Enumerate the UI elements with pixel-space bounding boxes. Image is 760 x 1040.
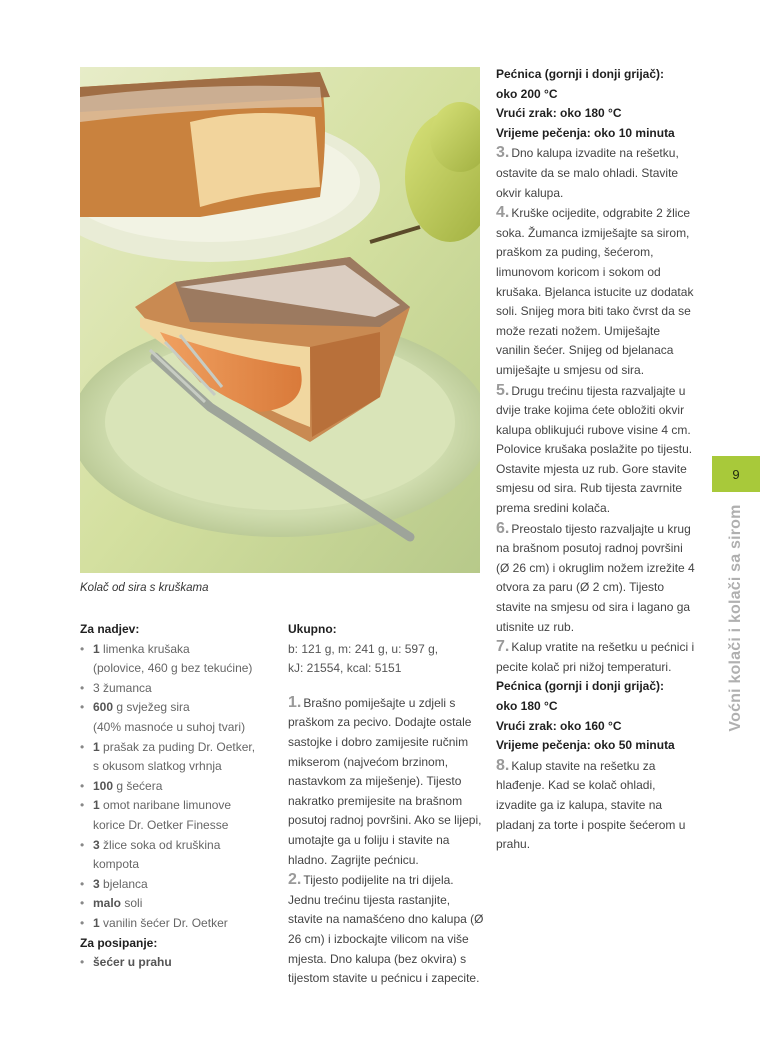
- ingredient-item-continued: s okusom slatkog vrhnja: [93, 759, 222, 774]
- ingredient-item: • 1 limenka krušaka: [80, 640, 270, 660]
- step-7: 7. Kalup vratite na rešetku u pećnici i pecite kolač pri nižoj temperaturi.: [496, 638, 695, 674]
- oven-setting-1-line-2: oko 200 °C: [496, 86, 558, 101]
- step-2: 2. Tijesto podijelite na tri dijela. Jednu trećinu tijesta rastanjite, stavite na namašćeno dno kalupa (Ø 26 cm) i izbockajte vilicom na više mjesta. Dno kalupa (bez okvira) s tijestom stavite u pećnicu i zapecite.: [288, 871, 484, 986]
- ingredient-item: • 3 bjelanca: [80, 875, 270, 895]
- ingredient-item: • 1 omot naribane limunove: [80, 796, 270, 816]
- ingredient-item: • 3 žumanca: [80, 679, 270, 699]
- step-4: 4. Kruške ocijedite, odgrabite 2 žlice soka. Žumanca izmiješajte sa sirom, praškom za puding, šećerom, limunovom koricom i sokom od krušaka. Bjelanca istucite uz dodatak soli. Snijeg mora biti tako čvrst da se može rezati nožem. Umiješajte vanilin šećer. Snijeg od bjelanaca umiješajte u smjesu od sira.: [496, 204, 694, 377]
- ingredient-item: • 1 vanilin šećer Dr. Oetker: [80, 914, 270, 934]
- instructions-column-1: [288, 620, 484, 989]
- topping-item: • šećer u prahu: [80, 953, 270, 973]
- nutrition-line-2: kJ: 21554, kcal: 5151: [288, 661, 402, 676]
- instructions-column-2: [496, 65, 696, 855]
- section-title: Voćni kolači i kolači sa sirom: [727, 504, 744, 732]
- oven-setting-1-line-1: Pećnica (gornji i donji grijač):: [496, 67, 665, 81]
- ingredient-item-continued: (40% masnoće u suhoj tvari): [93, 719, 246, 734]
- ingredient-item: • 100 g šećera: [80, 777, 270, 797]
- ingredient-item-continued: (polovice, 460 g bez tekućine): [93, 661, 253, 676]
- ingredient-item-continued: kompota: [93, 857, 140, 872]
- ingredient-item: • malo soli: [80, 894, 270, 914]
- nutrition-heading: Ukupno:: [288, 622, 337, 636]
- step-3: 3. Dno kalupa izvadite na rešetku, ostavite da se malo ohladi. Stavite okvir kalupa.: [496, 144, 679, 200]
- filling-list: [80, 640, 270, 934]
- ingredient-item-continued: korice Dr. Oetker Finesse: [93, 817, 229, 832]
- ingredient-item: • 3 žlice soka od kruškina: [80, 836, 270, 856]
- ingredient-item: • 1 prašak za puding Dr. Oetker,: [80, 738, 270, 758]
- oven-setting-1-line-4: Vrijeme pečenja: oko 10 minuta: [496, 125, 675, 140]
- oven-setting-2-line-2: oko 180 °C: [496, 699, 558, 713]
- ingredient-item: • 600 g svježeg sira: [80, 698, 270, 718]
- topping-heading: Za posipanje:: [80, 935, 158, 950]
- oven-setting-2-line-1: Pećnica (gornji i donji grijač):: [496, 679, 665, 694]
- nutrition-line-1: b: 121 g, m: 241 g, u: 597 g,: [288, 641, 439, 656]
- oven-setting-2-line-3: Vrući zrak: oko 160 °C: [496, 718, 622, 733]
- oven-setting-2-line-4: Vrijeme pečenja: oko 50 minuta: [496, 738, 675, 753]
- step-1: 1. Brašno pomiješajte u zdjeli s praškom za pecivo. Dodajte ostale sastojke i dobro zamijesite ručnim mikserom (najvećom brzinom, nastavkom za miješenje). Tijesto nakratko premijesite na brašnom posutoj radnoj površini. Ako se lijepi, umotajte ga u foliju i stavite na hladno. Zagrijte pećnicu.: [288, 693, 482, 867]
- topping-list: [80, 953, 270, 973]
- step-6: 6. Preostalo tijesto razvaljajte u krug na brašnom posutoj radnoj površini (Ø 26 cm) i okruglim nožem izrežite 4 otvora za paru (Ø 2 cm). Tijesto stavite na smjesu od sira i lagano ga utisnite uz rub.: [496, 519, 695, 634]
- step-5: 5. Drugu trećinu tijesta razvaljajte u dvije trake kojima ćete obložiti okvir kalupa oblikujući rubove visine 4 cm. Polovice krušaka poslažite po tijestu. Ostavite mjesta uz rub. Gore stavite smjesu od sira. Rub tijesta zavrnite prema sredini kolača.: [496, 381, 693, 516]
- cake-photo: [80, 67, 480, 573]
- oven-setting-1-line-3: Vrući zrak: oko 180 °C: [496, 106, 622, 121]
- filling-heading: Za nadjev:: [80, 622, 140, 636]
- ingredients-column: [80, 620, 270, 973]
- step-8: 8. Kalup stavite na rešetku za hlađenje. Kad se kolač ohladi, izvadite ga iz kalupa, stavite na pladanj za torte i pospite šećerom u prahu.: [496, 756, 686, 852]
- photo-caption: Kolač od sira s kruškama: [80, 582, 209, 594]
- page-number-tab: 9: [712, 456, 760, 492]
